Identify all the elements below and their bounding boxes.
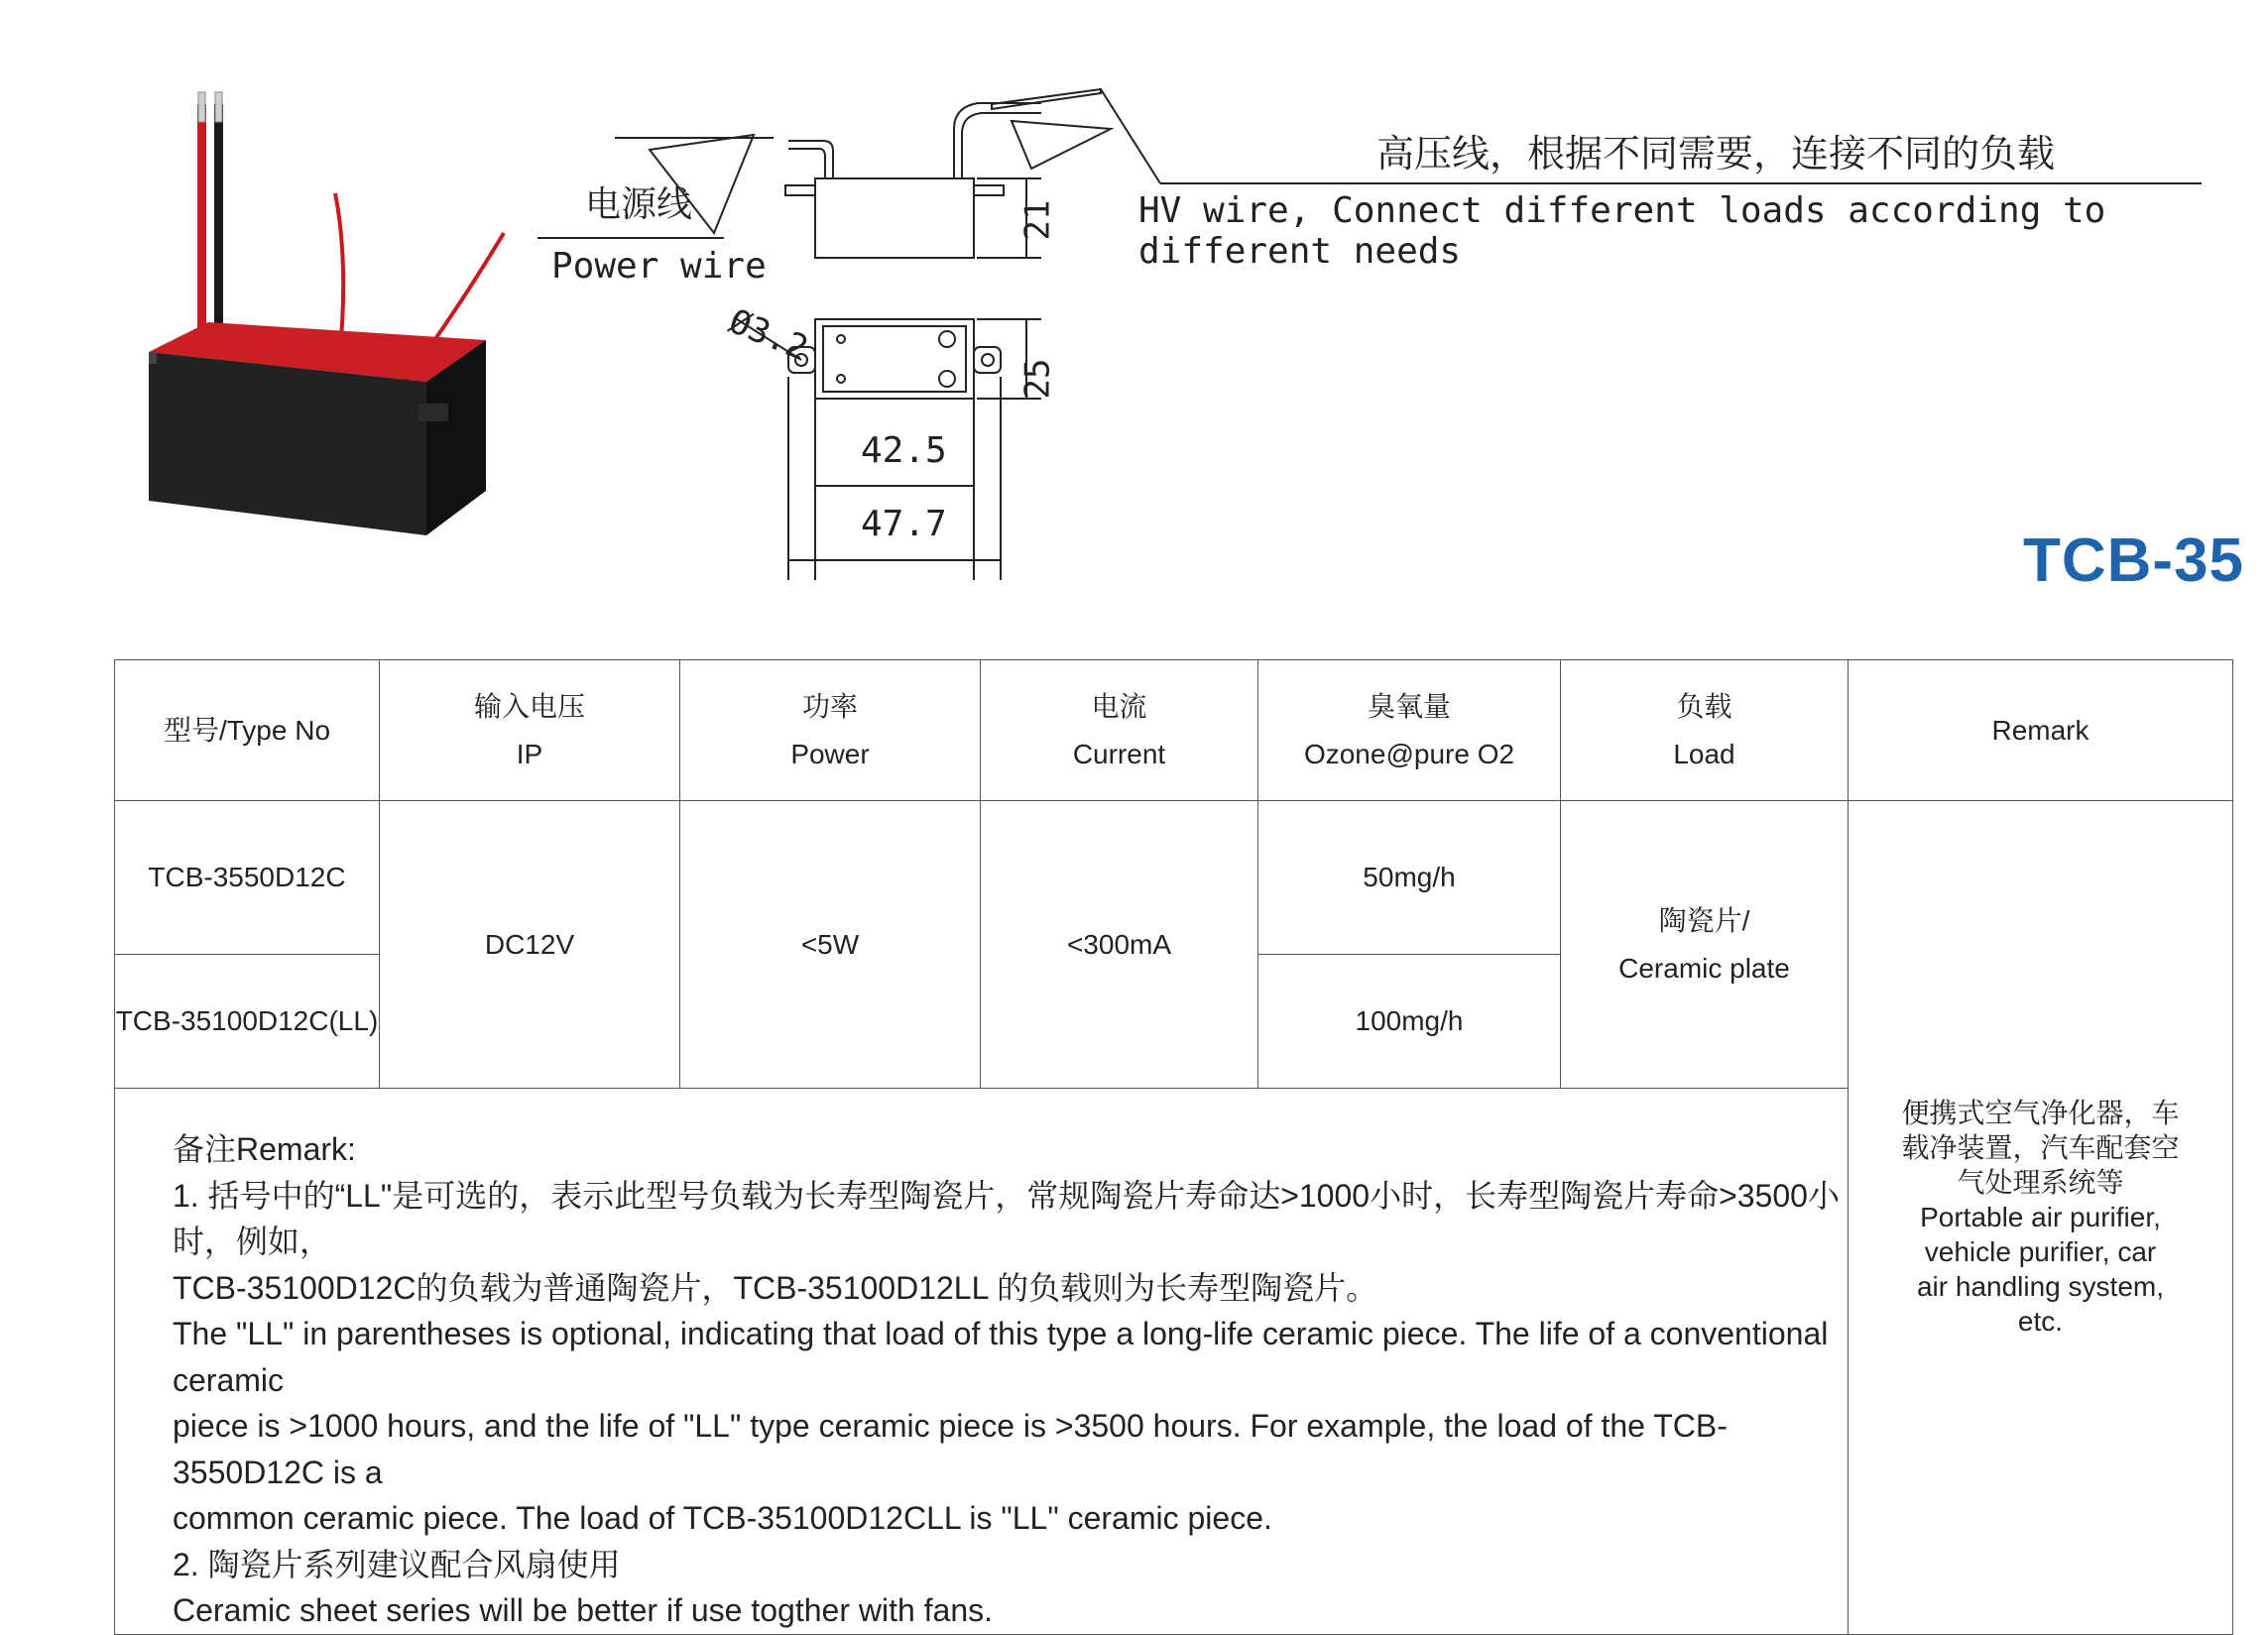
side-wire-right bbox=[954, 103, 1041, 178]
model-2: TCB-35100D12C(LL) bbox=[115, 955, 380, 1089]
table-row bbox=[115, 801, 2233, 955]
terminal-2 bbox=[837, 375, 845, 383]
hv-wire-bracket-2 bbox=[1012, 121, 1111, 169]
header-current: 电流 Current bbox=[981, 660, 1258, 801]
dim-depth: 25 bbox=[1017, 358, 1058, 400]
wire-tip-1 bbox=[198, 92, 205, 122]
dim-hole: Ø3.2 bbox=[723, 301, 814, 369]
notes-cell: 备注Remark: 1. 括号中的“LL"是可选的，表示此型号负载为长寿型陶瓷片，常规陶瓷片寿命达>1000小时，长寿型陶瓷片寿命>3500小时，例如， TCB-35100D12C的负载为普通陶瓷片，TCB-35100D12LL 的负载则为长寿型陶瓷片。 The "LL" in parentheses is optional, indicating that load of this type a long-life ceramic piece. The life of a conventional ceramic piece is >1000 hours, and the life of "LL" type ceramic piece is >3500 hours. For example, the load of the TCB-3550D12C is a common ceramic piece. The load of TCB-35100D12CLL is "LL" ceramic piece. 2. 陶瓷片系列建议配合风扇使用 Ceramic sheet series will be better if use togther with fans. bbox=[115, 1089, 1849, 1635]
header-ozone: 臭氧量 Ozone@pure O2 bbox=[1258, 660, 1561, 801]
table-header-row bbox=[115, 660, 2233, 801]
power-label-en: Power wire bbox=[551, 246, 767, 287]
current-value: <300mA bbox=[981, 801, 1258, 1089]
hv-leader bbox=[1101, 89, 1160, 183]
input-voltage: DC12V bbox=[380, 801, 680, 1089]
terminal-4 bbox=[939, 371, 955, 387]
header-remark: Remark bbox=[1849, 660, 2233, 801]
mount-tab-left bbox=[149, 352, 157, 364]
side-wire-left-2 bbox=[788, 149, 825, 178]
hv-label-en: HV wire, Connect different loads according to different needs bbox=[1138, 190, 2106, 272]
top-view-tab-right bbox=[974, 347, 1001, 373]
red-wire bbox=[197, 104, 206, 342]
header-power: 功率 Power bbox=[680, 660, 981, 801]
remark-value: 便携式空气净化器，车 载净装置，汽车配套空 气处理系统等 Portable air purifier, vehicle purifier, car air handling system, etc. bbox=[1849, 801, 2233, 1635]
product-image bbox=[129, 84, 526, 550]
hv-wire-bracket-1 bbox=[992, 89, 1101, 109]
body-front bbox=[149, 352, 426, 535]
terminal-3 bbox=[939, 331, 955, 347]
header-input: 输入电压 IP bbox=[380, 660, 680, 801]
mount-tab bbox=[418, 404, 448, 421]
mount-hole-right bbox=[982, 354, 994, 366]
side-view-body bbox=[815, 178, 974, 258]
dim-outer-width: 47.7 bbox=[861, 504, 947, 544]
black-wire bbox=[214, 104, 223, 332]
model-1: TCB-3550D12C bbox=[115, 801, 380, 955]
side-tab-left bbox=[785, 185, 815, 195]
side-wire-left bbox=[788, 141, 833, 178]
model-title: TCB-35 bbox=[2023, 526, 2245, 595]
header-load: 负载 Load bbox=[1561, 660, 1849, 801]
hv-label-cn: 高压线，根据不同需要，连接不同的负载 bbox=[1376, 132, 2056, 175]
side-tab-right bbox=[974, 185, 1004, 195]
dim-inner-width: 42.5 bbox=[861, 430, 947, 471]
wire-tip-2 bbox=[215, 92, 222, 122]
ozone-1: 50mg/h bbox=[1258, 801, 1561, 955]
power-label-cn: 电源线 bbox=[585, 184, 693, 225]
header-type: 型号/Type No bbox=[115, 660, 380, 801]
ozone-2: 100mg/h bbox=[1258, 955, 1561, 1089]
dim-height: 21 bbox=[1017, 199, 1058, 241]
load-value: 陶瓷片/ Ceramic plate bbox=[1561, 801, 1849, 1089]
power-value: <5W bbox=[680, 801, 981, 1089]
spec-table bbox=[114, 659, 2233, 1635]
terminal-1 bbox=[837, 335, 845, 343]
